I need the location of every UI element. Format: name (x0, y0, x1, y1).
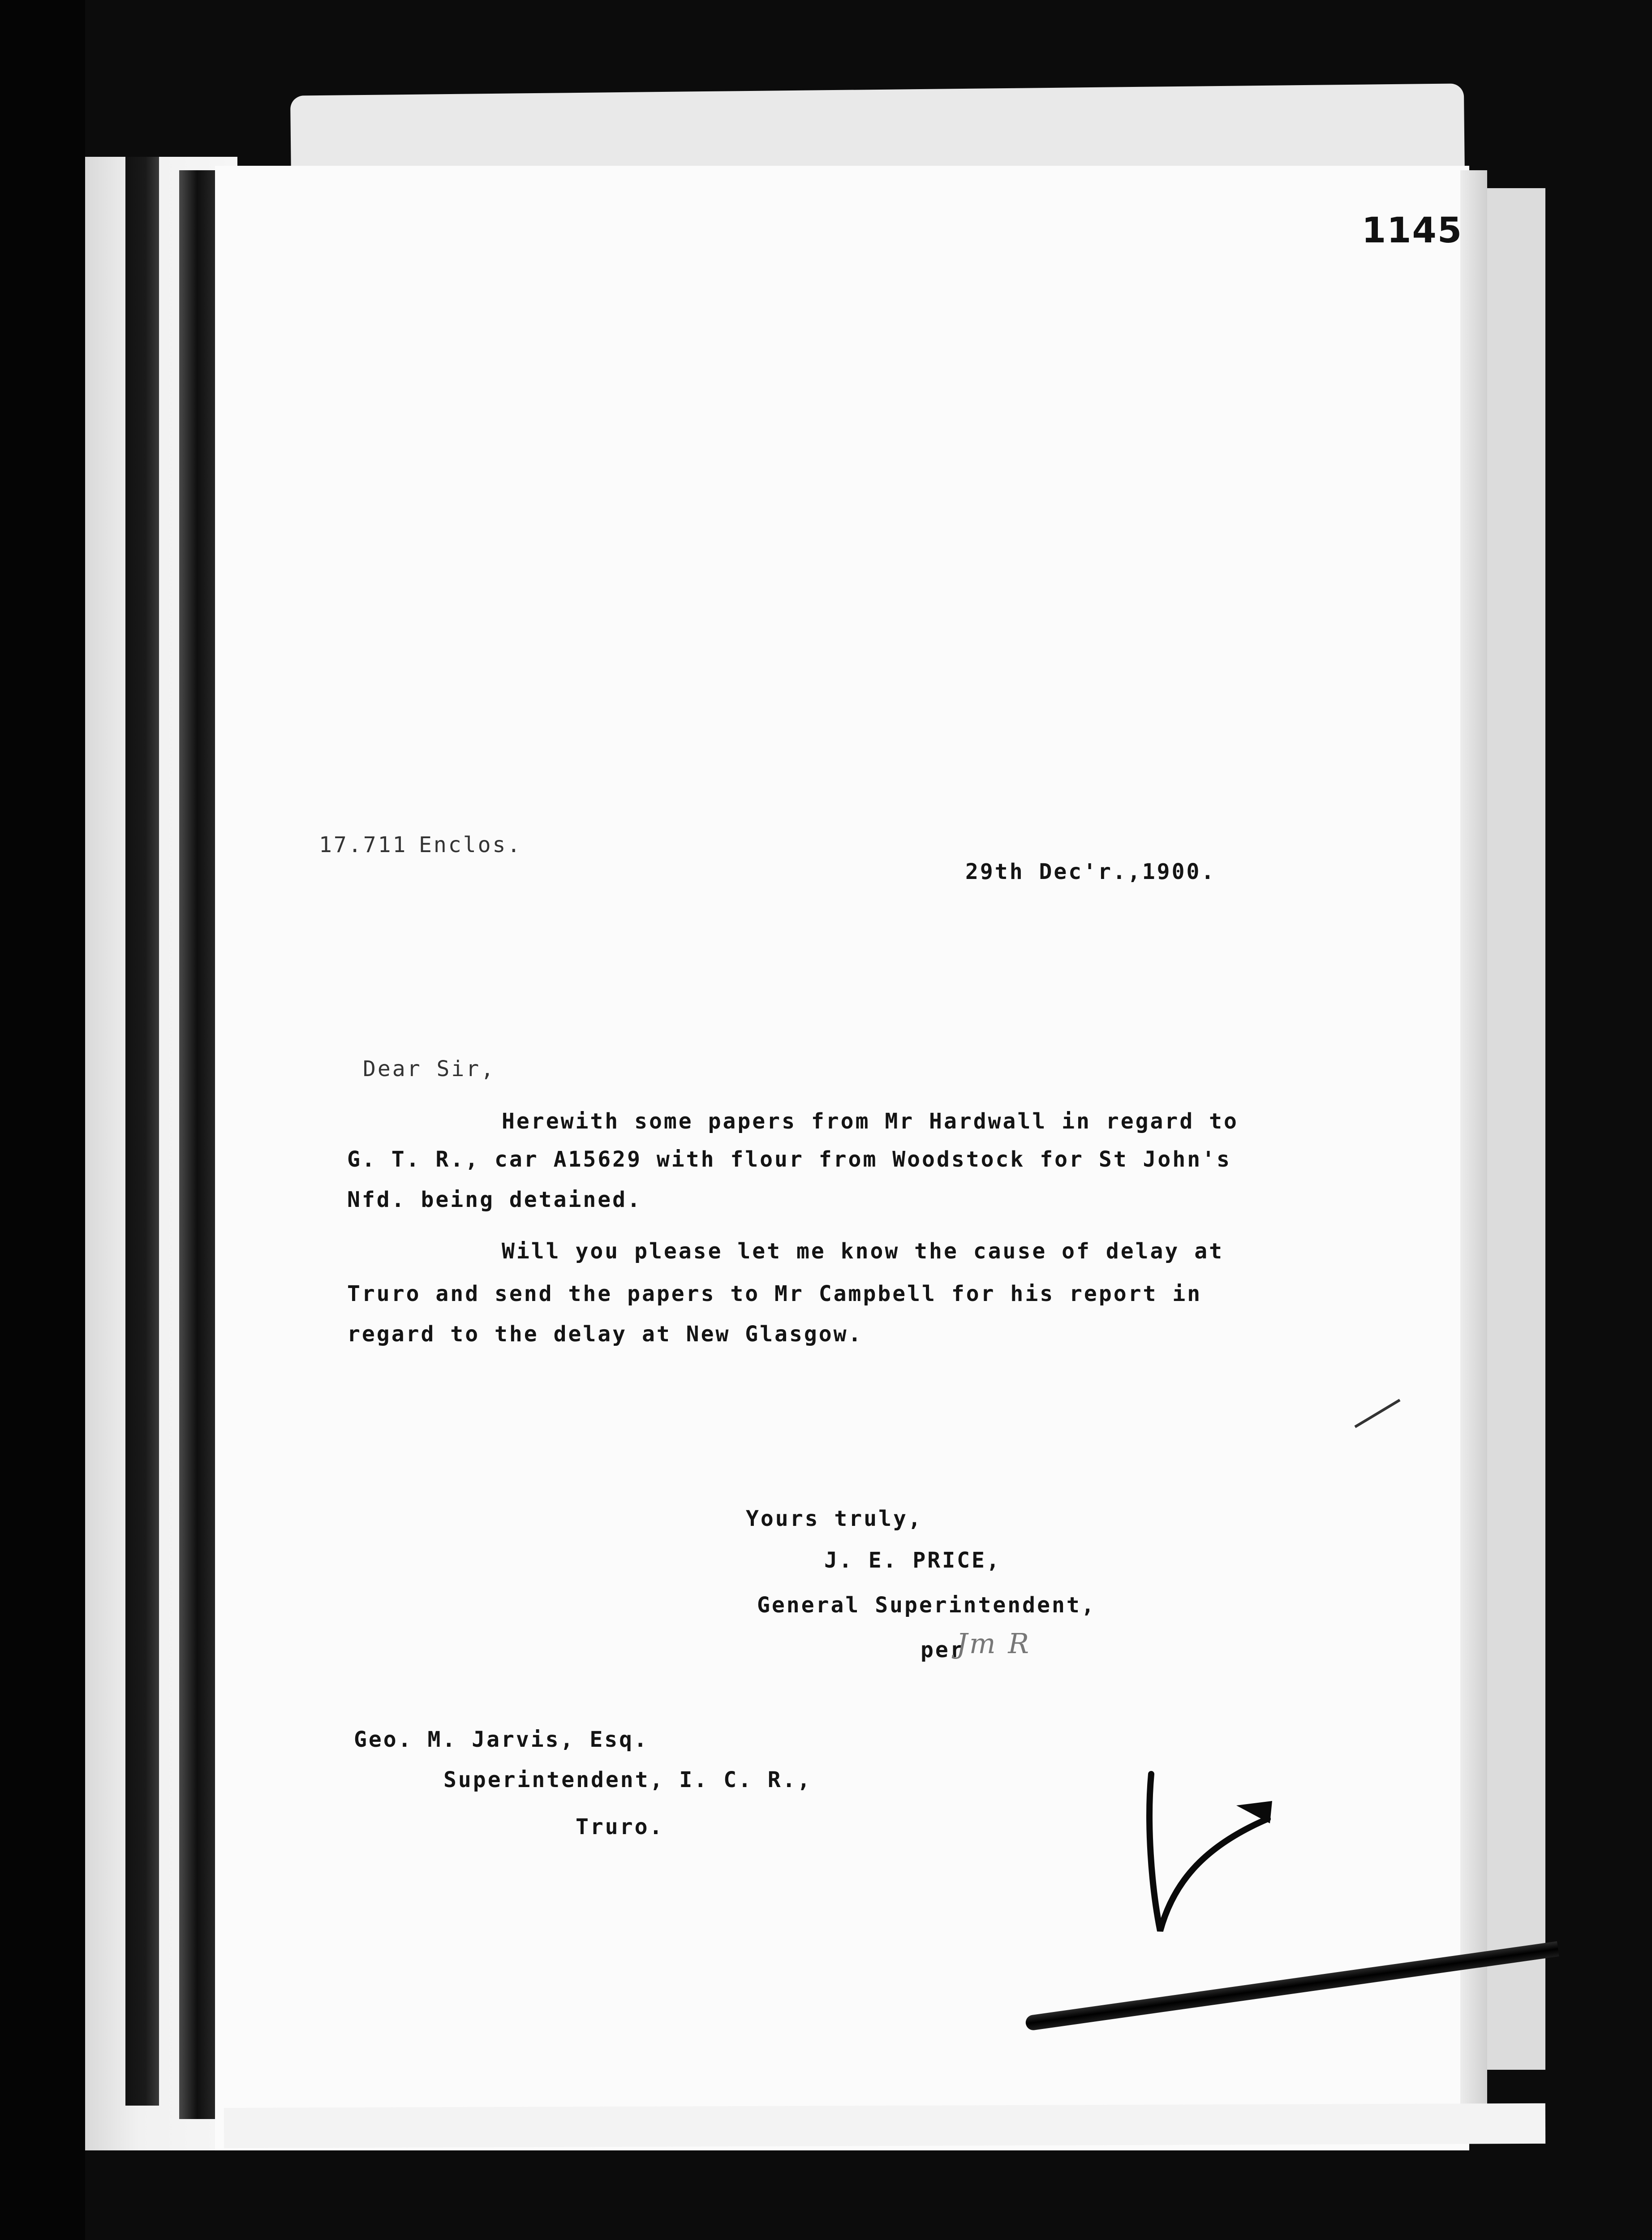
body-line: G. T. R., car A15629 with flour from Woodstock for St John's (347, 1147, 1231, 1172)
addressee-name: Geo. M. Jarvis, Esq. (354, 1727, 649, 1752)
per-label: per (921, 1637, 965, 1663)
enclosure-note: Enclos. (419, 832, 522, 857)
check-mark-icon (1138, 1770, 1281, 1940)
page-fold-shadow (125, 157, 159, 2106)
body-line: regard to the delay at New Glasgow. (347, 1322, 863, 1347)
body-line: Herewith some papers from Mr Hardwall in regard to (502, 1109, 1239, 1134)
binding-stripe (179, 170, 215, 2119)
addressee-title: Superintendent, I. C. R., (443, 1767, 812, 1792)
page-bottom-edge (224, 2103, 1545, 2148)
addressee-place: Truro. (576, 1814, 664, 1839)
body-line: Truro and send the papers to Mr Campbell for his report in (347, 1281, 1202, 1306)
signer-title: General Superintendent, (757, 1593, 1096, 1618)
body-line: Will you please let me know the cause of delay at (502, 1239, 1224, 1264)
pencil-mark-icon (1353, 1396, 1402, 1431)
reference-number: 17.711 (319, 832, 408, 857)
body-line: Nfd. being detained. (347, 1187, 642, 1212)
handwritten-initials: Jm R (956, 1627, 1031, 1660)
page-number: 1145 (1362, 211, 1463, 251)
signer-name: J. E. PRICE, (824, 1548, 1001, 1573)
page-right-edge (1460, 170, 1487, 2141)
film-border (0, 0, 85, 2240)
salutation: Dear Sir, (363, 1056, 496, 1081)
letter-date: 29th Dec'r.,1900. (965, 859, 1216, 884)
closing: Yours truly, (746, 1506, 923, 1531)
